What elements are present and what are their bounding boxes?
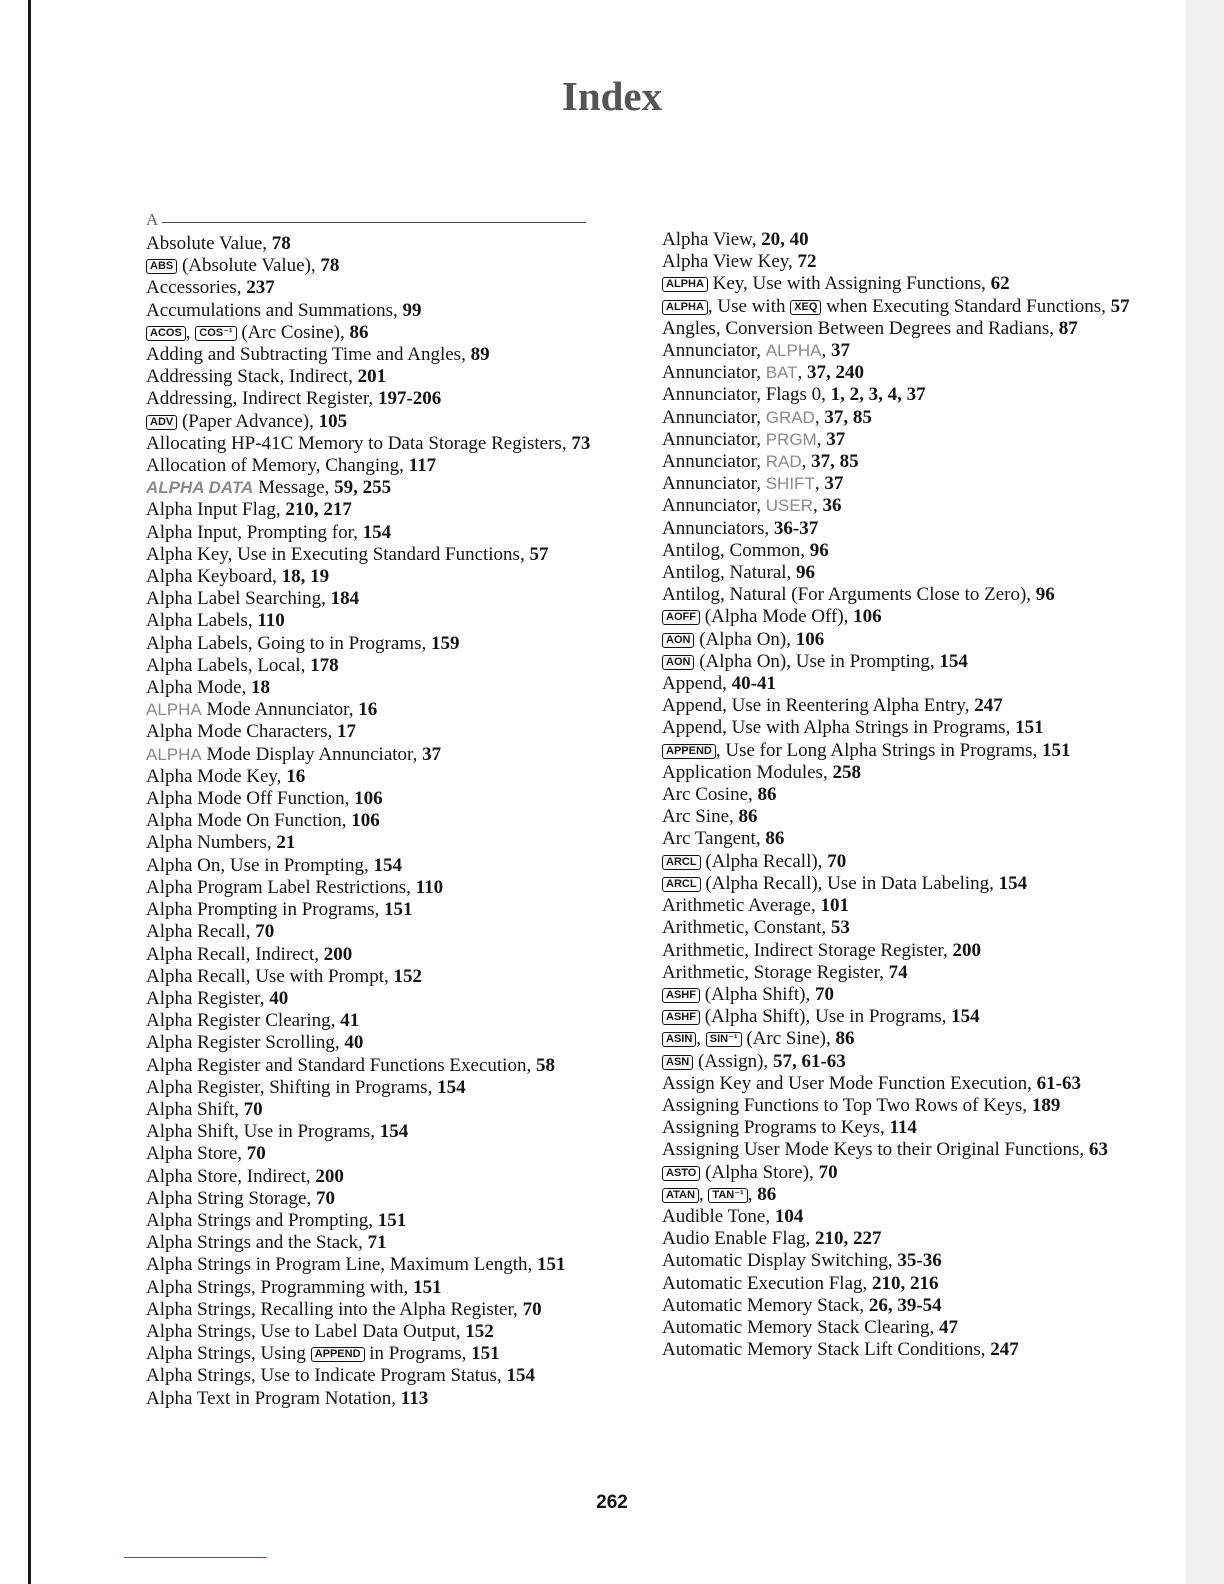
index-entry: ASTO (Alpha Store), 70 [662,1162,1132,1184]
index-entry: Antilog, Common, 96 [662,539,829,561]
index-entry: Alpha Store, 70 [146,1143,266,1165]
index-entry: Arithmetic, Storage Register, 74 [662,961,908,983]
index-entry: AOFF (Alpha Mode Off), 106 [662,606,1132,628]
index-entry: Addressing, Indirect Register, 197-206 [146,388,442,410]
index-entry: Alpha Keyboard, 18, 19 [146,566,330,588]
index-entry: Alpha Input, Prompting for, 154 [146,521,392,543]
index-entry: Automatic Memory Stack Clearing, 47 [662,1316,959,1338]
index-entry: ATAN , TAN⁻¹ , 86 [662,1184,1132,1206]
index-entry: Alpha Label Searching, 184 [146,588,360,610]
index-entry: Alpha Input Flag, 210, 217 [146,499,352,521]
index-entry: Annunciator, ALPHA, 37 [662,340,850,362]
index-entry: Assigning Functions to Top Two Rows of Keys, 189 [662,1094,1061,1116]
index-entry: Absolute Value, 78 [146,233,291,254]
key-icon: ASTO [662,1166,700,1181]
index-entry: Alpha Strings in Program Line, Maximum Length, 151 [146,1254,566,1276]
section-letter: A [146,210,159,229]
index-entry: Assigning User Mode Keys to their Original Functions, 63 [662,1139,1108,1161]
index-entry: Alpha Mode Off Function, 106 [146,788,383,810]
key-icon: ARCL [662,855,701,870]
page-scan-shadow [1186,0,1224,1584]
index-entry: ABS (Absolute Value), 78 [146,255,616,277]
footer-rule [124,1557,267,1558]
index-entry: Automatic Execution Flag, 210, 216 [662,1272,939,1294]
index-entry: Automatic Display Switching, 35-36 [662,1250,942,1272]
key-icon: TAN⁻¹ [708,1188,747,1203]
key-icon: XEQ [790,300,821,315]
index-entry: ALPHA Mode Display Annunciator, 37 [146,743,442,765]
index-entry: Arc Tangent, 86 [662,828,785,850]
index-entry: Alpha View Key, 72 [662,251,817,273]
key-icon: ALPHA [662,277,708,292]
key-icon: APPEND [311,1347,365,1362]
index-entry: Allocation of Memory, Changing, 117 [146,455,437,477]
index-entry: Alpha Strings, Using APPEND in Programs, 151 [146,1343,500,1365]
index-entry: Accumulations and Summations, 99 [146,299,422,321]
key-icon: AOFF [662,610,700,625]
index-entry: Alpha Store, Indirect, 200 [146,1165,344,1187]
key-icon: ADV [146,415,177,430]
index-entry: Append, 40-41 [662,673,776,695]
index-entry: Automatic Memory Stack, 26, 39-54 [662,1294,942,1316]
index-entry: ASIN , SIN⁻¹ (Arc Sine), 86 [662,1028,1132,1050]
index-entry: Alpha String Storage, 70 [146,1187,335,1209]
page-title: Index [561,73,663,119]
index-entry: Arithmetic, Constant, 53 [662,917,850,939]
key-icon: SIN⁻¹ [706,1032,742,1047]
index-entry: ARCL (Alpha Recall), Use in Data Labeling, 154 [662,873,1132,895]
key-icon: ARCL [662,877,701,892]
index-entry: Antilog, Natural, 96 [662,562,816,584]
index-entry: Alpha Recall, 70 [146,921,275,943]
index-entry: Annunciator, SHIFT, 37 [662,473,844,495]
index-entry: AON (Alpha On), 106 [662,629,1132,651]
index-column-right [662,229,1132,1361]
index-entry: Alpha Register and Standard Functions Execution, 58 [146,1054,555,1076]
index-entry: Annunciators, 36-37 [662,517,819,539]
index-entry: Alpha Mode Characters, 17 [146,721,356,743]
key-icon: ABS [146,259,177,274]
index-entry: Alpha Register Clearing, 41 [146,1010,360,1032]
index-entry: Antilog, Natural (For Arguments Close to Zero), 96 [662,584,1055,606]
index-entry: Append, Use in Reentering Alpha Entry, 247 [662,695,1003,717]
index-entry: Audio Enable Flag, 210, 227 [662,1228,882,1250]
index-entry: Alpha Recall, Indirect, 200 [146,943,353,965]
index-entry: Alpha Strings, Recalling into the Alpha Register, 70 [146,1298,542,1320]
page-number: 262 [596,1492,628,1513]
index-entry: ACOS , COS⁻¹ (Arc Cosine), 86 [146,322,616,344]
index-entry: Audible Tone, 104 [662,1205,804,1227]
index-list-right [662,229,1132,1361]
index-entry: Annunciator, RAD, 37, 85 [662,451,859,473]
key-icon: ASHF [662,988,700,1003]
index-entry: Annunciator, USER, 36 [662,495,842,517]
index-entry: ASHF (Alpha Shift), Use in Programs, 154 [662,1006,1132,1028]
index-entry: Adding and Subtracting Time and Angles, 89 [146,344,490,366]
index-entry: Annunciator, Flags 0, 1, 2, 3, 4, 37 [662,384,926,406]
index-entry: Allocating HP-41C Memory to Data Storage Registers, 73 [146,432,591,454]
index-entry: Alpha Labels, Local, 178 [146,654,339,676]
index-entry: Alpha Register, 40 [146,987,289,1009]
index-entry: Alpha Numbers, 21 [146,832,296,854]
key-icon: ACOS [146,326,186,341]
index-entry: ALPHA , Use with XEQ when Executing Standard Functions, 57 [662,296,1132,318]
index-entry: Addressing Stack, Indirect, 201 [146,366,387,388]
index-entry: Alpha Shift, Use in Programs, 154 [146,1121,409,1143]
index-entry: Arc Sine, 86 [662,806,758,828]
index-entry: Application Modules, 258 [662,761,861,783]
key-icon: ALPHA [662,300,708,315]
index-entry: Annunciator, BAT, 37, 240 [662,362,865,384]
index-entry: Alpha Shift, 70 [146,1098,263,1120]
index-entry: Alpha Text in Program Notation, 113 [146,1387,429,1409]
section-rule [162,222,586,223]
key-icon: APPEND [662,744,716,759]
index-entry: ALPHA Mode Annunciator, 16 [146,699,378,721]
index-entry: Alpha Register, Shifting in Programs, 154 [146,1076,466,1098]
index-entry: Angles, Conversion Between Degrees and Radians, 87 [662,317,1078,339]
key-icon: AON [662,655,694,670]
index-entry: Alpha Program Label Restrictions, 110 [146,876,444,898]
page-binding-edge [28,0,31,1584]
index-entry: AON (Alpha On), Use in Prompting, 154 [662,651,1132,673]
index-entry: Arithmetic Average, 101 [662,895,849,917]
index-entry: Alpha Labels, 110 [146,610,285,632]
key-icon: ASIN [662,1032,696,1047]
index-entry: Alpha Strings and the Stack, 71 [146,1232,387,1254]
index-entry: ALPHA DATA Message, 59, 255 [146,477,392,499]
index-entry: APPEND , Use for Long Alpha Strings in Programs, 151 [662,740,1132,762]
index-entry: Alpha View, 20, 40 [662,229,809,250]
index-entry: ASN (Assign), 57, 61-63 [662,1051,1132,1073]
index-entry: ASHF (Alpha Shift), 70 [662,984,1132,1006]
index-entry: ADV (Paper Advance), 105 [146,411,616,433]
index-entry: Alpha Strings, Use to Label Data Output, 152 [146,1320,494,1342]
index-entry: Alpha Mode On Function, 106 [146,810,380,832]
index-entry: Arithmetic, Indirect Storage Register, 200 [662,939,981,961]
key-icon: COS⁻¹ [195,326,236,341]
index-entry: Alpha Prompting in Programs, 151 [146,899,413,921]
index-entry: Alpha On, Use in Prompting, 154 [146,854,402,876]
index-entry: Alpha Mode, 18 [146,677,271,699]
index-entry: Alpha Key, Use in Executing Standard Functions, 57 [146,543,549,565]
index-entry: Automatic Memory Stack Lift Conditions, 247 [662,1339,1019,1361]
key-icon: ATAN [662,1188,699,1203]
key-icon: ASHF [662,1010,700,1025]
index-entry: Append, Use with Alpha Strings in Programs, 151 [662,717,1044,739]
index-entry: Alpha Labels, Going to in Programs, 159 [146,632,460,654]
key-icon: AON [662,633,694,648]
index-entry: Alpha Register Scrolling, 40 [146,1032,364,1054]
index-entry: ARCL (Alpha Recall), 70 [662,851,1132,873]
index-entry: Accessories, 237 [146,277,275,299]
key-icon: ASN [662,1055,693,1070]
index-entry: Alpha Strings and Prompting, 151 [146,1209,407,1231]
index-entry: Alpha Strings, Use to Indicate Program Status, 154 [146,1365,535,1387]
index-entry: Assigning Programs to Keys, 114 [662,1117,917,1139]
index-entry: ALPHA Key, Use with Assigning Functions, 62 [662,273,1132,295]
section-header [146,210,616,233]
index-column-left [146,210,616,1410]
index-entry: Arc Cosine, 86 [662,784,777,806]
index-list-left [146,233,616,1410]
index-entry: Assign Key and User Mode Function Execution, 61-63 [662,1072,1081,1094]
index-entry: Alpha Strings, Programming with, 151 [146,1276,442,1298]
index-entry: Annunciator, GRAD, 37, 85 [662,406,872,428]
index-entry: Alpha Mode Key, 16 [146,765,306,787]
index-entry: Alpha Recall, Use with Prompt, 152 [146,965,422,987]
index-entry: Annunciator, PRGM, 37 [662,428,846,450]
